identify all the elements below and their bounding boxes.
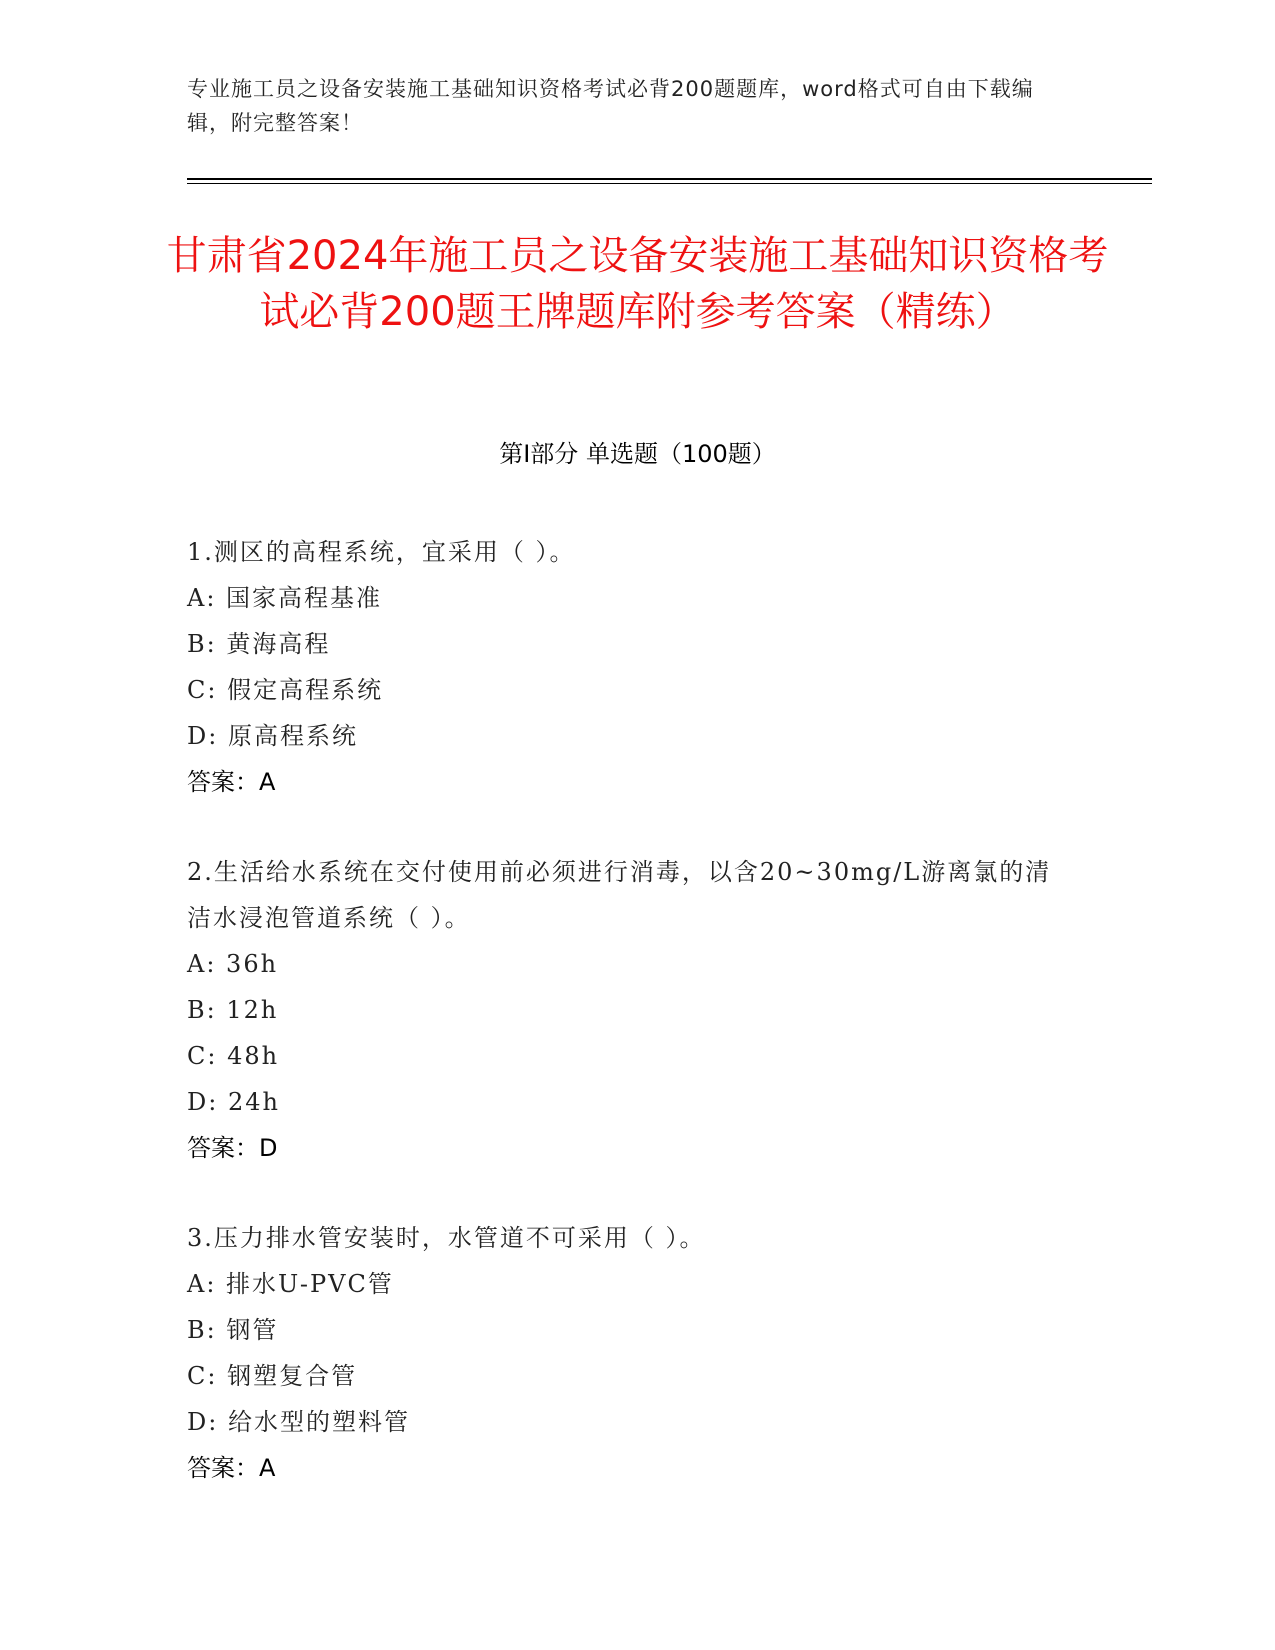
option-a: A: 排水U-PVC管 [187, 1270, 394, 1298]
answer-line: 答案：A [187, 768, 276, 796]
option-b: B: 黄海高程 [187, 630, 331, 658]
answer-line: 答案：A [187, 1454, 276, 1482]
question-stem: 2.生活给水系统在交付使用前必须进行消毒，以含20~30mg/L游离氯的清洁水浸泡管道系统（ ）。 [187, 858, 1052, 932]
section-heading: 第I部分 单选题（100题） [499, 440, 776, 468]
answer-line: 答案：D [187, 1134, 278, 1162]
option-a: A: 36h [187, 950, 279, 978]
option-d: D: 原高程系统 [187, 722, 358, 750]
question-3 [187, 1215, 1067, 1491]
option-c: C: 钢塑复合管 [187, 1362, 358, 1390]
option-c: C: 假定高程系统 [187, 676, 384, 704]
option-c: C: 48h [187, 1042, 280, 1070]
question-stem: 3.压力排水管安装时，水管道不可采用（ ）。 [187, 1224, 706, 1252]
question-list [187, 529, 1067, 1535]
option-d: D: 24h [187, 1088, 280, 1116]
option-a: A: 国家高程基准 [187, 584, 383, 612]
header-rule-thick [187, 178, 1152, 180]
question-1 [187, 529, 1067, 805]
document-title: 甘肃省2024年施工员之设备安装施工基础知识资格考试必背200题王牌题库附参考答案（精练） [166, 233, 1109, 335]
option-d: D: 给水型的塑料管 [187, 1408, 410, 1436]
header-note: 专业施工员之设备安装施工基础知识资格考试必背200题题库，word格式可自由下载编辑，附完整答案！ [187, 77, 1034, 135]
option-b: B: 12h [187, 996, 279, 1024]
header-rule-thin [187, 183, 1152, 184]
question-stem: 1.测区的高程系统，宜采用（ ）。 [187, 538, 576, 566]
question-2 [187, 849, 1067, 1171]
option-b: B: 钢管 [187, 1316, 279, 1344]
